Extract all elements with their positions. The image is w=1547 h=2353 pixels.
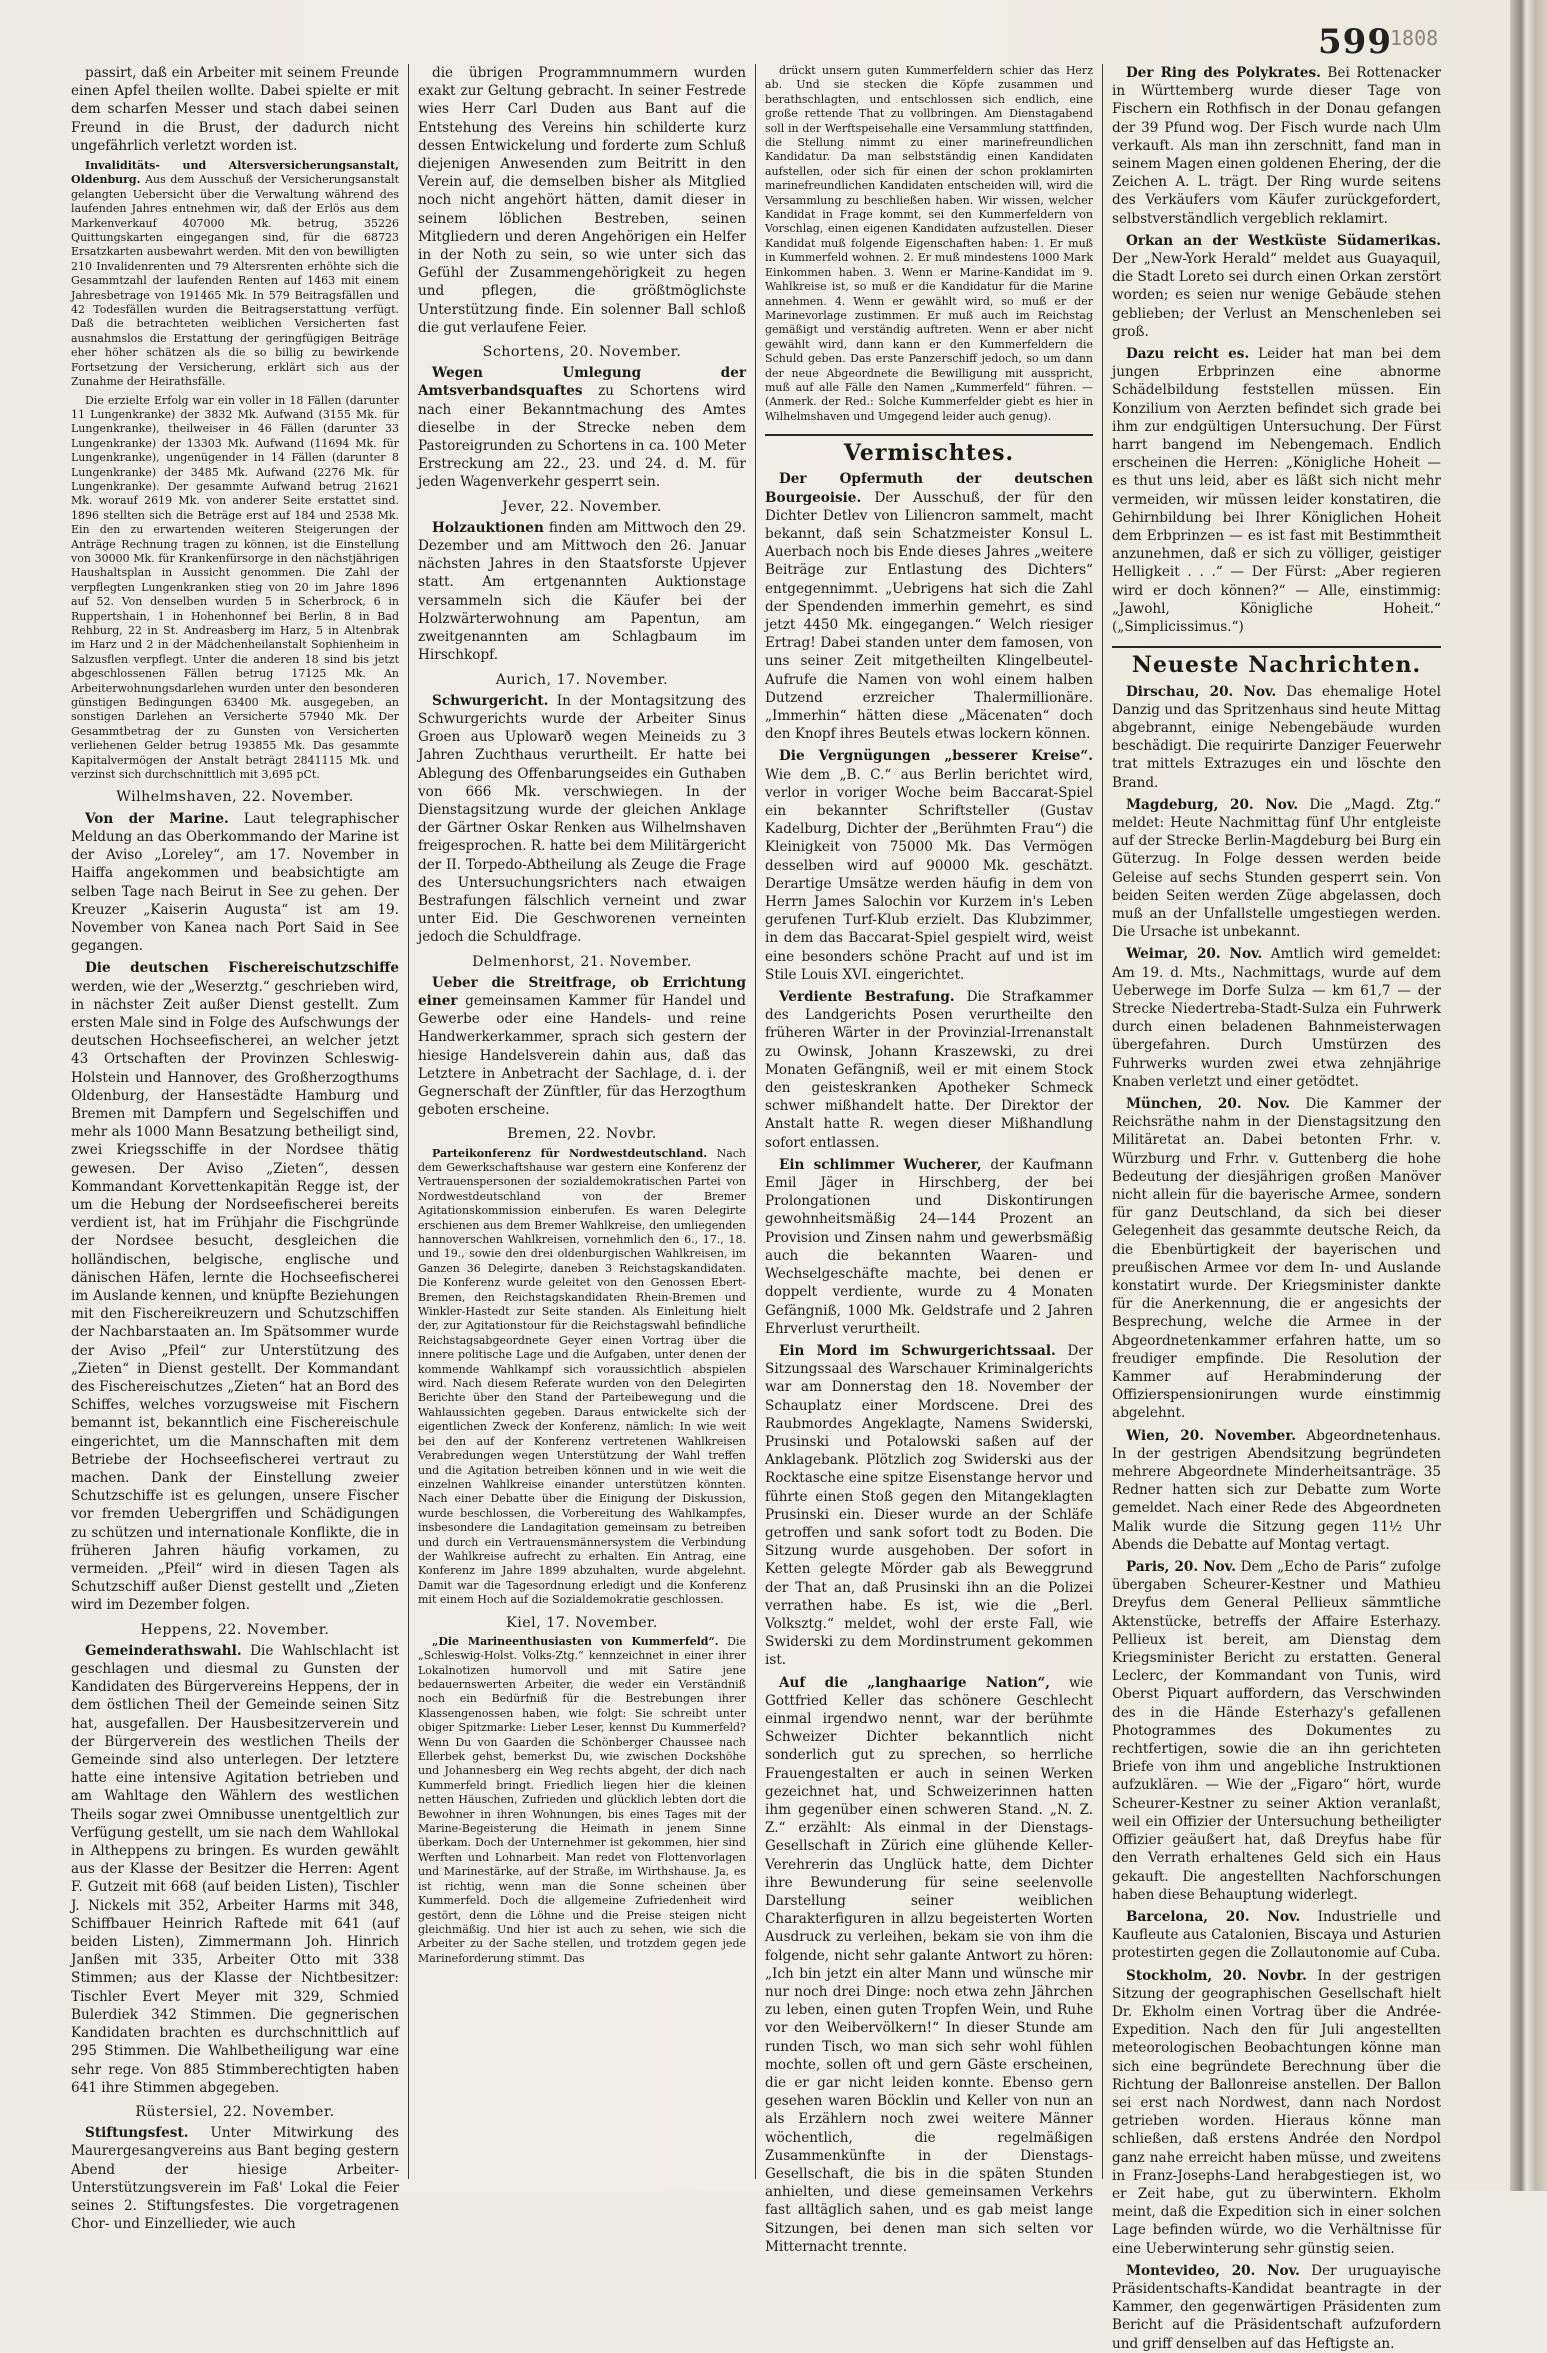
- columns: [62, 64, 1452, 2352]
- article-text: die übrigen Programmnummern wurden exakt zur Geltung gebracht. In seiner Festrede wies Herr Carl Duden aus Bant auf die Entstehung des Vereins hin schilderte kurz dessen Entwickelung und forderte zum Schluß diejenigen Anwesenden zum Beitritt in den Verein auf, die demselben bisher als Mitglied noch nicht angehört hätten, damit dieser in seinem löblichen Bestreben, seinen Mitgliedern und deren Angehörigen ein Helfer in der Noth zu sein, so wie unter sich das Gefühl der Zusammengehörigkeit zu hegen und pflegen, die größtmöglichste Unterstützung finde. Ein solenner Ball schloß die gut verlaufene Feier.: [418, 65, 746, 336]
- article-paragraph: [1112, 945, 1441, 1091]
- article-paragraph: [71, 810, 399, 956]
- article-text: Die Kammer der Reichsräthe nahm in der Dienstagsitzung den Militäretat an. Dabei betonten Frhr. v. Würzburg und Frhr. v. Guttenberg die hohe Bedeutung der diesjährigen großen Manöver nicht allein für die bayerische Armee, sondern für ganz Deutschland, da sich bei dieser Gelegenheit das gesammte deutsche Reich, da die Ebenbürtigkeit der bayerischen und preußischen Armee vor dem In- und Auslande konstatirt wurde. Der Kriegsminister dankte für die Anerkennung, die er angesichts der Besprechung, welche die Armee in der Abgeordnetenkammer erfahren hatte, um so freudiger empfinde. Die Resolution der Kammer auf Herabminderung der Offizierspensionirungen wurde einstimmig abgelehnt.: [1112, 1095, 1441, 1422]
- article-text: Der uruguayische Präsidentschafts-Kandidat beantragte in der Kammer, den gegenwärtigen Präsidenten zum Bericht auf die Präsidentschaft aufzufordern und griff denselben auf das Heftigste an.: [1112, 2262, 1442, 2352]
- article-text: Aus dem Ausschuß der Versicherungsanstalt gelangten Uebersicht über die Verwaltung während des laufenden Jahres entnehmen wir, daß der Erlös aus dem Markenverkauf 407000 Mk. betrug, 35226 Quittungskarten eingegangen sind, für die 68723 Ersatzkarten ausbewahrt werden. Mit den von bewilligten 210 Invalidenrenten und 79 Altersrenten erhöhte sich die Gesammtzahl der laufenden Renten auf 1463 mit einem Jahresbetrage von 191465 Mk. In 579 Beitragsfällen und 42 Todesfällen wurden die Beitragserstattung verfügt. Daß die betrachteten weiblichen Versicherten fast ausnahmslos die Erstattung der geringfügigen Beiträge eher höher schätzen als die so billig zu bewirkende Fortsetzung der Versicherung, erklärt sich aus der Zunahme der Heirathsfälle.: [71, 173, 399, 389]
- article-text: Die erzielte Erfolg war ein voller in 18 Fällen (darunter 11 Lungenkranke) der 3832 Mk. Aufwand (3155 Mk. für Lungenkranke), theilweiser in 46 Fällen (darunter 33 Lungenkranke) der 13303 Mk. Aufwand (11694 Mk. für Lungenkranke), ungenügender in 14 Fällen (darunter 8 Lungenkranke) der 3485 Mk. Aufwand (2276 Mk. für Lungenkranke). Der gesammte Aufwand betrug 21621 Mk. worauf 2619 Mk. von anderer Seite erstattet sind. 1896 stellten sich die Beträge erst auf 184 und 2538 Mk. Ein den zu erwartenden weiteren Steigerungen der Anträge Rechnung tragen zu können, ist die Einstellung von 30000 Mk. für Krankenfürsorge in den nächstjährigen Haushaltsplan in Aussicht genommen. Die Zahl der verpflegten Lungenkranken stieg von 20 im Jahre 1896 auf 52. Von denselben wurden 5 in Scherbrock, 6 in Ruppertshain, 1 in Hohenhonnef bei Berlin, 8 in Bad Rehburg, 22 in St. Andreasberg im Harz, 5 in Altenbrak im Harz und 2 in der Mädchenheilanstalt Sophienheim in Salzusflen verpflegt. Unter die anderen 18 sind bis jetzt abgeschlossenen Fällen betrug 17125 Mk. An Arbeiterwohnungsdarlehen wurden unter den besonderen günstigen Bedingungen 63400 Mk. ausgegeben, an sonstigen Darlehen an Versicherte 57940 Mk. Der Gesammtbetrag der zu Gunsten von Versicherten verliehenen Gelder betrug 193855 Mk. Das gesammte Kapitalvermögen der Anstalt beträgt 2841115 Mk. und verzinst sich durchschnittlich mit 3,695 pCt.: [71, 393, 399, 782]
- article-text: Die Strafkammer des Landgerichts Posen verurtheilte den früheren Wärter in der Provinzial-Irrenanstalt zu Owinsk, Johann Kraszewski, zu drei Monaten Gefängniß, weil er mit einem Stock den geisteskranken Apotheker Schmeck schwer mißhandelt hatte. Der Direktor der Anstalt hatte R. wegen dieser Mißhandlung sofort entlassen.: [765, 989, 1093, 1151]
- dateline: Aurich, 17. November.: [495, 671, 669, 688]
- dateline: Rüstersiel, 22. November.: [135, 2103, 335, 2120]
- article-heading: Gemeinderathswahl.: [85, 1642, 242, 1659]
- column-4: [1103, 64, 1450, 2352]
- article-heading: Dirschau, 20. Nov.: [1126, 683, 1277, 700]
- article-text: Die „Schleswig-Holst. Volks-Ztg.“ kennzeichnet in einer ihrer Lokalnotizen humorvoll und mit Satire jene bedauernswerten Arbeiter, die weder ein Verständniß noch ein Bedürfniß für die Bestrebungen ihrer Klassengenossen haben, wie folgt: Sie schreibt unter obiger Spitzmarke: Lieber Leser, kennst Du Kummerfeld? Wenn Du von Gaarden die Schönberger Chaussee nach Ellerbek gehst, bemerkst Du, wie zwischen Dockshöhe und Johannesberg ein Weg rechts abgeht, der dich nach Kummerfeld bringt. Friedlich liegen hier die kleinen netten Häuschen, Zufrieden und glücklich lebten dort die Bewohner in ihren Wohnungen, bis eines Tages mit der Marine-Begeisterung die Heimath in jenem Sinne überkam. Doch der Unternehmer ist gekommen, hier sind Werften und Lohnarbeit. Man redet von Flottenvorlagen und Marinestärke, auf der Straße, im Wirthshause. Ja, es ist richtig, wenn man die Sonne scheinen über Kummerfeld. Doch die allgemeine Zufriedenheit wird gestört, denn die Löhne und die Preise steigen nicht gleichmäßig. Und hier ist auch zu sehen, wie sich die Arbeiter zu der Sache stellen, und trotzdem gegen jede Marineforderung stimmt. Das: [418, 1634, 746, 1965]
- article-heading: Ueber die Streitfrage, ob Errichtung einer: [418, 974, 746, 1009]
- article-heading: Magdeburg, 20. Nov.: [1126, 796, 1299, 813]
- column-2: [409, 64, 756, 2179]
- article-paragraph: [1112, 1967, 1441, 2258]
- article-paragraph: [765, 64, 1093, 424]
- article-text: Leider hat man bei dem jungen Erbprinzen eine abnorme Schädelbildung feststellen müssen. Ein Konzilium von Aerzten befindet sich grade bei ihm zur endgültigen Untersuchung. Der Fürst harrt bangend im Nebengemach. Endlich erscheinen die Herren: „Königliche Hoheit — es thut uns leid, aber es läßt sich nicht mehr vermeiden, wir müssen leider konstatiren, die Gehirnbildung bei Ihrer Königlichen Hoheit dem Erbprinzen — es ist fast mit Bestimmtheit anzunehmen, daß er sich zu völliger, geistiger Helligkeit . . .“ — Der Fürst: „Aber regieren wird er doch können?“ — Alle, einstimmig: „Jawohl, Königliche Hoheit.“ („Simplicissimus.“): [1112, 346, 1441, 636]
- article-text: In der Montagsitzung des Schwurgerichts wurde der Arbeiter Sinus Groen aus Uplowarð wegen Meineids zu 3 Jahren Zuchthaus verurtheilt. Er hatte bei Ablegung des Offenbarungseides ein Guthaben von 666 Mk. verschwiegen. In der Dienstagsitzung wurde der gleichen Anklage der Gärtner Oskar Renken aus Wilhelmshaven freigesprochen. R. hatte bei dem Militärgericht der II. Torpedo-Abtheilung als Zeuge die Frage des Untersuchungsrichters nach etwaigen Bestrafungen fälschlich verneint und zwar unter Eid. Die Geschworenen verneinten jedoch die Schuldfrage.: [418, 692, 746, 946]
- article-heading: Ein schlimmer Wucherer,: [779, 1156, 982, 1173]
- article-paragraph: [1112, 796, 1441, 942]
- article-paragraph: [1112, 64, 1441, 228]
- article-text: Laut telegraphischer Meldung an das Oberkommando der Marine ist der Aviso „Loreley“, am 17. November in Haiffa angekommen und beabsichtigte am selben Tage nach Beirut in See zu gehen. Der Kreuzer „Kaiserin Augusta“ ist am 19. November von Kanea nach Port Said in See gegangen.: [71, 810, 399, 955]
- article-text: Die Wahlschlacht ist geschlagen und diesmal zu Gunsten der Kandidaten des Bürgervereins Heppens, der in dem östlichen Theil der Gemeinde seinen Sitz hat, ausgefallen. Der Hausbesitzerverein und der Bürgerverein des westlichen Theils der Gemeinde sind also unterlegen. Der letztere hatte eine intensive Agitation betrieben und am Wahltage den Wählern des westlichen Theils sogar zwei Omnibusse unentgeltlich zur Verfügung gestellt, um sie nach dem Wahllokal in Altheppens zu bringen. Es wurden gewählt aus der Klasse der Besitzer die Herren: Agent F. Gutzeit mit 668 (auf beiden Listen), Tischler J. Nickels mit 352, Arbeiter Harms mit 348, Schiffbauer Heinrich Raftede mit 641 (auf beiden Listen), Zimmermann Joh. Hinrich Janßen mit 335, Arbeiter Otto mit 338 Stimmen; aus der Klasse der Nichtbesitzer: Tischler Evert Meyer mit 329, Schmied Bulerdiek 342 Stimmen. Die gegnerischen Kandidaten brachten es durchschnittlich auf 295 Stimmen. Die Wahlbetheiligung war eine sehr rege. Von 885 Stimmberechtigten haben 641 ihre Stimmen abgegeben.: [71, 1642, 399, 2096]
- article-heading: Die Vergnügungen „besserer Kreise“.: [779, 748, 1093, 765]
- article-paragraph: [765, 1342, 1093, 1670]
- dateline: Bremen, 22. Novbr.: [507, 1126, 657, 1143]
- article-text: Nach dem Gewerkschaftshause war gestern eine Konferenz der Vertrauenspersonen der sozialdemokratischen Partei von Nordwestdeutschland von der Bremer Agitationskommission einberufen. Es waren Delegirte erschienen aus dem Bremer Wahlkreise, den umliegenden hannoverschen Wahlkreisen, vornehmlich den 6., 17., 18. und 19., sowie den drei oldenburgischen Wahlkreisen, im Ganzen 36 Delegirte, daneben 3 Reichstagskandidaten. Die Konferenz wurde geleitet von den Genossen Ebert-Bremen, den Reichstagskandidaten Rhein-Bremen und Winkler-Hastedt zur Seite standen. Als Einleitung hielt der, zur Agitationstour für die Reichstagswahl befindliche Reichstagsabgeordnete Geyer einen Vortrag über die innere politische Lage und die Aufgaben, unter denen der kommende Wahlkampf sich voraussichtlich abspielen wird. Nach diesem Referate wurden von den Delegirten Berichte über den Stand der Parteibewegung und die Wahlaussichten gegeben. Daraus entwickelte sich der eigentlichen Zweck der Konferenz, nämlich: In wie weit bei den auf der Konferenz vertretenen Wahlkreisen Verabredungen wegen Unterstützung der Wahl treffen und die Agitation betreiben können und in wie weit die einzelnen Wahlkreise einander unterstützen könnten. Nach einer Debatte über die Einigung der Diskussion, wurde beschlossen, die Vorbereitung des Wahlkampfes, insbesondere die Landagitation gemeinsam zu betreiben und durch ein Vertrauensmännersystem die Verbindung der Wahlkreise aufrecht zu erhalten. Ein Antrag, eine Konferenz im Jahre 1899 abzuhalten, wurde abgelehnt. Damit war die Tagesordnung erledigt und die Konferenz mit einem Hoch auf die Sozialdemokratie geschlossen.: [418, 1146, 747, 1607]
- article-heading: Ein Mord im Schwurgerichtssaal.: [779, 1342, 1056, 1359]
- article-paragraph: [418, 692, 746, 947]
- article-paragraph: [418, 64, 746, 337]
- article-heading: Orkan an der Westküste Südamerikas.: [1126, 232, 1441, 249]
- article-heading: Dazu reicht es.: [1126, 346, 1250, 363]
- article-heading: „Die Marineenthusiasten von Kummerfeld“.: [432, 1634, 719, 1648]
- dateline: Jever, 22. November.: [502, 498, 662, 515]
- article-paragraph: [1112, 2262, 1441, 2353]
- article-heading: Schwurgericht.: [432, 692, 549, 709]
- article-paragraph: [418, 1635, 746, 1966]
- article-paragraph: [1112, 1427, 1441, 1554]
- article-paragraph: [765, 988, 1093, 1152]
- article-text: Bei Rottenacker in Württemberg wurde dieser Tage von Fischern ein Rothfisch in der Donau gefangen der 39 Pfund wog. Der Fisch wurde nach Ulm verkauft. Als man ihn zerschnitt, fand man in seinem Magen einen goldenen Ehering, der die Zeichen A. L. trägt. Der Ring wurde seitens des Verkäufers vom Käufer zurückgefordert, selbstverständlich vergeblich reklamirt.: [1112, 65, 1441, 227]
- article-paragraph: [71, 959, 399, 1614]
- article-heading: Auf die „langhaarige Nation“,: [779, 1674, 1051, 1691]
- article-text: Dem „Echo de Paris“ zufolge übergaben Scheurer-Kestner und Mathieu Dreyfus dem General Pellieux sämmtliche Aktenstücke, betreffs der Affaire Esterhazy. Pellieux ist bereit, am Dienstag dem Kriegsminister Bericht zu erstatten. General Leclerc, der Kommandant von Tunis, wird Oberst Piquart auffordern, das Verschwinden des in die Hände Esterhazy's gefallenen Photogrammes des Dokumentes zu rechtfertigen, sowie die an ihn gerichteten Briefe von ihm und angebliche Instruktionen aufzuklären. — Wie der „Figaro“ hört, wurde Scheurer-Kestner zu seiner Aktion veranlaßt, weil ein Offizier der Untersuchung betheiligter Offizier geäußert hat, daß Dreyfus habe für den Verrath erhaltenes Geld sich ein Haus gekauft. Die angestellten Nachforschungen haben diese Behauptung widerlegt.: [1112, 1559, 1441, 1903]
- article-heading: Weimar, 20. Nov.: [1126, 946, 1263, 963]
- article-text: der Kaufmann Emil Jäger in Hirschberg, der bei Prolongationen und Diskontirungen gewohnheitsmäßig 24—144 Prozent an Provision und Zinsen nahm und gewerbsmäßig auch die bekannten Waaren- und Wechselgeschäfte machte, bei denen er doppelt verdiente, wurde zu 4 Monaten Gefängniß, 1000 Mk. Geldstrafe und 2 Jahren Ehrverlust verurtheilt.: [765, 1156, 1093, 1337]
- article-paragraph: [765, 470, 1093, 743]
- article-heading: Die deutschen Fischereischutzschiffe: [85, 960, 399, 977]
- article-heading: Holzauktionen: [432, 519, 544, 536]
- article-text: Unter Mitwirkung des Maurergesangvereins aus Bant beging gestern Abend der hiesige Arbeiter-Unterstützungsverein im Faß' Lokal die Feier seines 2. Stiftungsfestes. Die vorgetragenen Chor- und Einzellieder, wie auch: [71, 2125, 399, 2233]
- article-heading: München, 20. Nov.: [1126, 1095, 1291, 1112]
- article-paragraph: [765, 1674, 1093, 2257]
- article-heading: Parteikonferenz für Nordwestdeutschland.: [432, 1146, 708, 1160]
- article-paragraph: [71, 394, 399, 783]
- article-paragraph: [418, 974, 746, 1120]
- article-paragraph: [1112, 345, 1441, 636]
- article-text: finden am Mittwoch den 29. Dezember und am Mittwoch den 26. Januar nächsten Jahres in den Staatsforste Upjever statt. Am ertgenannten Auktionstage versammeln sich die Käufer bei der Holzwärterwohnung am Papentun, am zweitgenannten am Schlagbaum im Hirschkopf.: [418, 519, 746, 664]
- article-heading: Paris, 20. Nov.: [1126, 1559, 1236, 1576]
- dateline: Wilhelmshaven, 22. November.: [116, 789, 354, 806]
- article-text: werden, wie der „Weserztg.“ geschrieben wird, in nächster Zeit außer Dienst gestellt. Zum ersten Male sind in Folge des Aufschwungs der deutschen Hochseefischerei, an welcher jetzt 43 Ortschaften der Provinzen Schleswig-Holstein und Hannover, des Großherzogthums Oldenburg, der Hansestädte Hamburg und Bremen mit Dampfern und Segelschiffen und mehr als 1000 Mann Besatzung betheiligt sind, zwei Kriegsschiffe in der Nordsee thätig gewesen. Der Aviso „Zieten“, dessen Kommandant Korvettenkapitän Regge ist, der um die Hebung der Nordseefischerei bereits verdient ist, hat im Frühjahr die Fischgründe der Nordsee besucht, desgleichen die holländischen, belgische, englische und dänischen Häfen, lernte die Hochseefischerei im Auslande kennen, und knüpfte Beziehungen mit den Fischereikreuzern und Schutzschiffen der Nachbarstaaten an. Im Spätsommer wurde der Aviso „Pfeil“ zur Unterstützung des „Zieten“ in Dienst gestellt. Der Kommandant des Fischereischutzes „Zieten“ hat an Bord des Schiffes, welches vorzugsweise mit Fischern bemannt ist, bekanntlich eine Fischereischule eingerichtet, um die Mannschaften mit dem Betriebe der Hochseefischerei vertraut zu machen. Dank der Einstellung zweier Schutzschiffe ist es gelungen, unsere Fischer vor fremden Uebergriffen und Schädigungen zu schützen und internationale Konflikte, die in früheren Jahren häufig vorkamen, zu vermeiden. „Pfeil“ wird in diesen Tagen als Schutzschiff außer Dienst gestellt und „Zieten wird im Dezember folgen.: [71, 978, 399, 1614]
- article-paragraph: [71, 1642, 399, 2097]
- dateline: Delmenhorst, 21. November.: [472, 953, 692, 970]
- article-text: Abgeordnetenhaus. In der gestrigen Abendsitzung begründeten mehrere Abgeordnete Minderheitsanträge. 35 Redner hatten sich zur Debatte zum Worte gemeldet. Nach einer Rede des Abgeordneten Malik wurde die Sitzung gegen 11½ Uhr Abends die Debatte auf Montag vertagt.: [1112, 1427, 1441, 1553]
- article-heading: Wien, 20. November.: [1126, 1427, 1296, 1444]
- article-text: Wie dem „B. C.“ aus Berlin berichtet wird, verlor in voriger Woche beim Baccarat-Spiel ein bekannter Schriftsteller (Gustav Kadelburg, Dichter der „Berühmten Frau“) die Kleinigkeit von 75000 Mk. Das Vermögen desselben wird auf 90000 Mk. geschätzt. Derartige Umsätze werden häufig in dem von Herrn James Salochin vor Kurzem in's Leben gerufenen Turf-Klub erzielt. Das Klubzimmer, in dem das Baccarat-Spiel gespielt wird, weist eine besonders schöne Pracht auf und ist im Stile Louis XVI. eingerichtet.: [765, 766, 1093, 983]
- page-stamp: 1808: [1390, 26, 1439, 50]
- article-paragraph: [765, 747, 1093, 984]
- section-heading: Vermischtes.: [765, 434, 1093, 462]
- article-paragraph: [418, 1147, 746, 1608]
- article-paragraph: [1112, 232, 1441, 341]
- article-text: Der Ausschuß, der für den Dichter Detlev von Liliencron sammelt, macht bekannt, daß sein Schatzmeister Konsul L. Auerbach noch bis Ende dieses Jahres „weitere Beiträge zur Entlastung des Dichters“ entgegennimmt. „Uebrigens hat sich die Zahl der Spendenden immerhin gemehrt, es sind jetzt 4450 Mk. eingegangen.“ Welch riesiger Ertrag! Dabei standen unter dem famosen, von uns seiner Zeit mitgetheilten Klingelbeutel-Aufrufe die Namen von wohl einem halben Dutzend erzreicher Thalermillionäre. „Immerhin“ hätten diese „Mäcenaten“ doch den Knopf ihres Beutels etwas lockern können.: [765, 489, 1093, 743]
- article-text: In der gestrigen Sitzung der geographischen Gesellschaft hielt Dr. Ekholm einen Vortrag über die Andrée-Expedition. Nach den für Juli angestellten meteorologischen Beobachtungen könne man sich eine begründete Berechnung über die Richtung der Ballonreise anstellen. Der Ballon sei erst nach Nordwest, dann nach Nordost getrieben worden. Hieraus könne man schließen, daß erstens Andrée den Nordpol ganz nahe erreicht haben müsse, und zweitens in Franz-Josephs-Land herabgestiegen ist, wo er Zeit habe, gut zu überwintern. Ekholm meint, daß die Expedition sich in einer solchen Lage befinden würde, wo die Verhältnisse für eine Ueberwinterung sehr günstig seien.: [1112, 1967, 1442, 2257]
- article-paragraph: [71, 2124, 399, 2233]
- article-text: Der „New-York Herald“ meldet aus Guayaquil, die Stadt Loreto sei durch einen Orkan zerstört worden; es seien nur wenige Gebäude stehen geblieben; der Verlust an Menschenleben sei groß.: [1112, 251, 1441, 340]
- article-heading: Der Ring des Polykrates.: [1126, 65, 1321, 81]
- article-heading: Stockholm, 20. Novbr.: [1126, 1967, 1307, 1984]
- article-heading: Barcelona, 20. Nov.: [1126, 1908, 1301, 1925]
- article-paragraph: [71, 159, 399, 390]
- article-heading: Montevideo, 20. Nov.: [1126, 2262, 1300, 2279]
- article-paragraph: [1112, 1558, 1441, 1904]
- article-text: Industrielle und Kaufleute aus Catalonien, Biscaya und Asturien protestirten gegen die Zollautonomie auf Cuba.: [1112, 1908, 1441, 1962]
- page-binding: [1510, 0, 1547, 2191]
- article-text: gemeinsamen Kammer für Handel und Gewerbe oder eine Handels- und reine Handwerkerkammer, sprach sich gestern der hiesige Handelsverein dahin aus, daß das Letztere in Anbetracht der Sachlage, d. i. der Gegnerschaft der Zünftler, für das Herzogthum geboten erscheine.: [418, 992, 746, 1119]
- article-heading: Wegen Umlegung der Amtsverbandsquaftes: [418, 365, 746, 400]
- article-heading: Verdiente Bestrafung.: [779, 989, 955, 1006]
- article-text: Amtlich wird gemeldet: Am 19. d. Mts., Nachmittags, wurde auf dem Ueberwege im Dorfe Sulza — km 61,7 — der Strecke Niedertreba-Stadt-Sulza ein Fuhrwerk durch einen beladenen Bahnmeisterwagen übergefahren. Durch Umstürzen des Fuhrwerks wurden zwei etwa zehnjährige Knaben verletzt und einer getödtet.: [1112, 946, 1441, 1090]
- article-text: drückt unsern guten Kummerfeldern schier das Herz ab. Und sie stecken die Köpfe zusammen und berathschlagten, und entschlossen sich endlich, eine große rettende That zu vollbringen. Am Dienstagabend soll in der Werftspeisehalle eine Versammlung stattfinden, die Stellung nimmt zu einer marinefreundlichen Kandidatur. Da man selbstständig einen Kandidaten aufstellen, oder sich für einen der schon proklamirten marinefreundlichen Kandidaten entscheiden will, wird die Versammlung zu beschließen haben. Wir wissen, welcher Kandidat in Frage kommt, sei den Kummerfeldern von Vorschlag, einen eigenen Kandidaten aufzustellen. Dieser Kandidat muß folgende Eigenschaften haben: 1. Er muß in Kummerfeld wohnen. 2. Er muß mindestens 1000 Mark Einkommen haben. 3. Wenn er Marine-Kandidat im 9. Wahlkreise ist, so muß er die Kandidatur für die Marine annehmen. 4. Wenn er gewählt wird, so muß er der Marinevorlage zustimmen. Er muß auch im Reichstag gemäßigt und verständig auftreten. Wenn er aber nicht gewählt wird, dann kann er den Kummerfeldern die Schuld geben. Das erste Panzerschiff jedoch, so um dann der neue Abgeordnete die Bewilligung mit ausspricht, muß auf alle Fälle den Namen „Kummerfeld“ führen. — (Anmerk. der Red.: Solche Kummerfelder giebt es hier in Wilhelmshaven und Umgegend leider auch genug).: [765, 64, 1093, 423]
- page-number: 599: [1318, 22, 1392, 62]
- article-heading: Von der Marine.: [85, 810, 229, 827]
- article-text: passirt, daß ein Arbeiter mit seinem Freunde einen Apfel theilen wollte. Dabei spielte er mit dem scharfen Messer und stach dabei seinen Freund in die Brust, der dadurch nicht ungefährlich verletzt worden ist.: [71, 65, 399, 154]
- column-1: [62, 64, 409, 2233]
- article-paragraph: [418, 519, 746, 665]
- article-text: Die „Magd. Ztg.“ meldet: Heute Nachmittag fünf Uhr entgleiste auf der Strecke Berlin-Magdeburg bei Burg ein Güterzug. In Folge dessen werden beide Geleise auf sechs Stunden gesperrt sein. Von beiden Seiten werden Züge abgelassen, doch muß an der Unfallstelle umgestiegen werden. Die Ursache ist unbekannt.: [1112, 796, 1441, 941]
- article-text: Der Sitzungssaal des Warschauer Kriminalgerichts war am Donnerstag den 18. November der Schauplatz einer Mordscene. Drei des Raubmordes Angeklagte, Namens Swiderski, Prusinski und Potalowski saßen auf der Anklagebank. Plötzlich zog Swiderski aus der Rocktasche eine spitze Eisenstange hervor und führte einen Stoß gegen den Mitangeklagten Prusinski ein. Dieser wurde an der Schläfe getroffen und sank sofort todt zu Boden. Die Sitzung wurde ausgehoben. Der sofort in Ketten gelegte Mörder gab als Beweggrund der That an, daß Prusinski ihn an die Polizei verrathen habe. Es ist, wie die „Berl. Volksztg.“ meldet, wohl der erste Fall, wie Swiderski zu dem Mordinstrument gekommen ist.: [765, 1342, 1093, 1669]
- article-paragraph: [1112, 1908, 1441, 1963]
- article-paragraph: [1112, 683, 1441, 792]
- article-paragraph: [765, 1156, 1093, 1338]
- article-text: Das ehemalige Hotel Danzig und das Spritzenhaus sind heute Mittag abgebrannt, einige Nebengebäude wurden beschädigt. Die requirirte Danziger Feuerwehr trat mittels Extrazuges ein und löschte den Brand.: [1112, 683, 1441, 791]
- article-heading: Invaliditäts- und Altersversicherungsanstalt, Oldenburg.: [71, 159, 399, 187]
- article-text: wie Gottfried Keller das schönere Geschlecht einmal irgendwo nennt, war der berühmte Schweizer Dichter bekanntlich nicht sonderlich gut zu sprechen, so herrliche Frauengestalten er auch in seinen Werken gezeichnet hat, und Schweizerinnen hatten ihm gegenüber einen schweren Stand. „N. Z. Z.“ erzählt: Als einmal in der Dienstags-Gesellschaft in Zürich eine glühende Keller-Verehrerin das Unglück hatte, dem Dichter ihre Bewunderung für seine seelenvolle Darstellung seiner weiblichen Charakterfiguren in allzu begeisterten Worten Ausdruck zu verleihen, bekam sie von ihm die folgende, nicht sehr galante Antwort zu hören: „Ich bin jetzt ein alter Mann und wünsche mir nur noch drei Dinge: noch etwa zehn Jährchen zu leben, einen guten Tropfen Wein, und Ruhe vor den Weibervölkern!“ In dieser Stunde am runden Tisch, wo man sich sehr wohl fühlen mochte, sollen oft und gern Gäste erscheinen, die er gar nicht leiden konnte. Ebenso gern gesehen waren Böcklin und Keller von nun an als Erzählern noch zwei weitere Männer wöchentlich, die regelmäßigen Zusammenkünfte in der Dienstags-Gesellschaft, die bis in die späten Stunden anhielten, und diese gemeinsamen Verkehrs fast alltäglich sahen, und es gab meist lange Sitzungen, bei denen man sich selten vor Mitternacht trennte.: [765, 1674, 1093, 2255]
- article-heading: Stiftungsfest.: [85, 2125, 189, 2142]
- dateline: Kiel, 17. November.: [506, 1614, 658, 1631]
- article-heading: Der Opfermuth der deutschen Bourgeoisie.: [765, 471, 1093, 506]
- article-paragraph: [71, 64, 399, 155]
- article-text: zu Schortens wird nach einer Bekanntmachung des Amtes dieselbe in der Strecke neben dem Pastoreigrunden zu Schortens in ca. 100 Meter Erstreckung am 22., 23. und 24. d. M. für jeden Wagenverkehr gesperrt sein.: [418, 383, 746, 491]
- dateline: Schortens, 20. November.: [482, 344, 682, 361]
- article-paragraph: [1112, 1095, 1441, 1423]
- dateline: Heppens, 22. November.: [140, 1621, 330, 1638]
- section-heading: Neueste Nachrichten.: [1112, 646, 1441, 674]
- column-3: [756, 64, 1103, 2255]
- article-paragraph: [418, 364, 746, 491]
